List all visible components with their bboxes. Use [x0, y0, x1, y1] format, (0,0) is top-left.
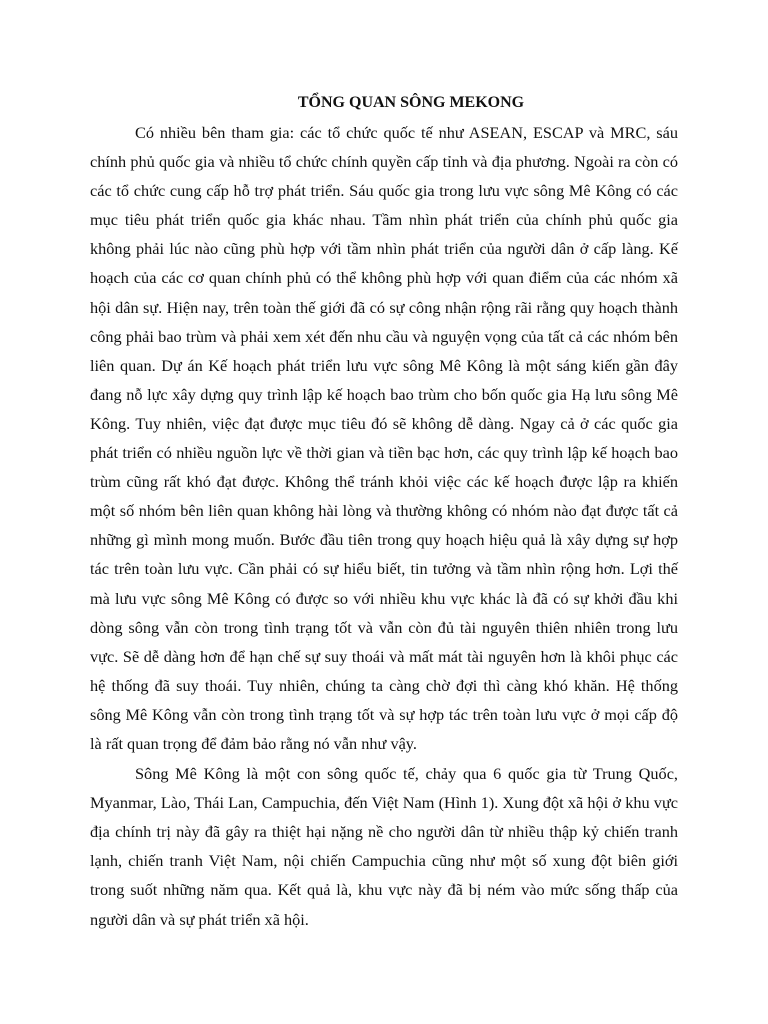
document-title: TỔNG QUAN SÔNG MEKONG	[297, 94, 525, 111]
paragraph-1: Có nhiều bên tham gia: các tổ chức quốc tế như ASEAN, ESCAP và MRC, sáu chính phủ quốc gia và nhiều tổ chức chính quyền cấp tỉnh và địa phương. Ngoài ra còn có các tổ chức cung cấp hỗ trợ phát triển. Sáu quốc gia trong lưu vực sông Mê Kông có các mục tiêu phát triển quốc gia khác nhau. Tầm nhìn phát triển của chính phủ quốc gia không phải lúc nào cũng phù hợp với tầm nhìn phát triển của người dân ở cấp làng. Kế hoạch của các cơ quan chính phủ có thể không phù hợp với quan điểm của các nhóm xã hội dân sự. Hiện nay, trên toàn thế giới đã có sự công nhận rộng rãi rằng quy hoạch thành công phải bao trùm và phải xem xét đến nhu cầu và nguyện vọng của tất cả các nhóm bên liên quan. Dự án Kế hoạch phát triển lưu vực sông Mê Kông là một sáng kiến gần đây đang nỗ lực xây dựng quy trình lập kế hoạch bao trùm cho bốn quốc gia Hạ lưu sông Mê Kông. Tuy nhiên, việc đạt được mục tiêu đó sẽ không dễ dàng. Ngay cả ở các quốc gia phát triển có nhiều nguồn lực về thời gian và tiền bạc hơn, các quy trình lập kế hoạch bao trùm cũng rất khó đạt được. Không thể tránh khỏi việc các kế hoạch được lập ra khiến một số nhóm bên liên quan không hài lòng và thường không có nhóm nào đạt được tất cả những gì mình mong muốn. Bước đầu tiên trong quy hoạch hiệu quả là xây dựng sự hợp tác trên toàn lưu vực. Cần phải có sự hiểu biết, tin tưởng và tầm nhìn rộng hơn. Lợi thế mà lưu vực sông Mê Kông có được so với nhiều khu vực khác là đã có sự khởi đầu khi dòng sông vẫn còn trong tình trạng tốt và vẫn còn đủ tài nguyên thiên nhiên trong lưu vực. Sẽ dễ dàng hơn để hạn chế sự suy thoái và mất mát tài nguyên hơn là khôi phục các hệ thống đã suy thoái. Tuy nhiên, chúng ta càng chờ đợi thì càng khó khăn. Hệ thống sông Mê Kông vẫn còn trong tình trạng tốt và sự hợp tác trên toàn lưu vực ở mọi cấp độ là rất quan trọng để đảm bảo rằng nó vẫn như vậy.	[90, 123, 678, 753]
document-page	[90, 88, 678, 934]
paragraph-2: Sông Mê Kông là một con sông quốc tế, chảy qua 6 quốc gia từ Trung Quốc, Myanmar, Lào, Thái Lan, Campuchia, đến Việt Nam (Hình 1). Xung đột xã hội ở khu vực địa chính trị này đã gây ra thiệt hại nặng nề cho người dân từ nhiều thập kỷ chiến tranh lạnh, chiến tranh Việt Nam, nội chiến Campuchia cũng như một số xung đột biên giới trong suốt những năm qua. Kết quả là, khu vực này đã bị ném vào mức sống thấp của người dân và sự phát triển xã hội.	[90, 764, 678, 929]
